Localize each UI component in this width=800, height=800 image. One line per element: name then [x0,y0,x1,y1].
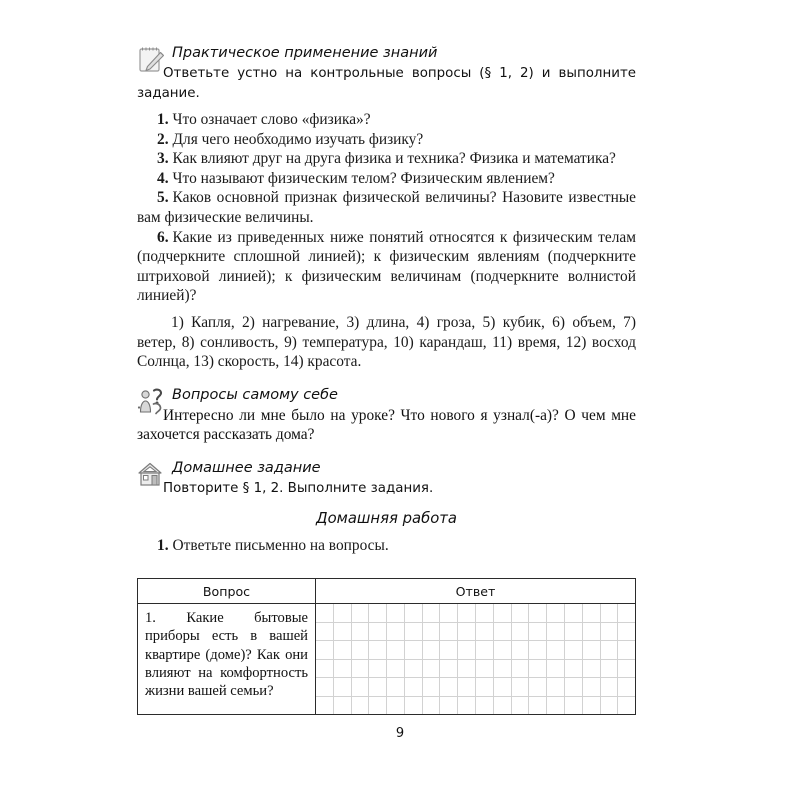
answer-grid-row [316,660,635,679]
spacer [137,529,636,536]
answer-grid-row [316,623,635,642]
section-title: Домашнее задание [172,459,321,476]
answer-grid-rows [316,604,635,714]
spacer [137,306,636,313]
question-text: Как влияют друг на друга физика и техника? Физика и математика? [172,150,616,168]
answer-grid-column [369,604,387,714]
answer-grid-column [583,604,601,714]
table-header-question: Вопрос [138,579,316,603]
answer-grid-column [618,604,635,714]
self-questions-text: Интересно ли мне было на уроке? Что нового я узнал(-а)? О чем мне захочется рассказать дома? [137,406,636,444]
concepts-list: 1) Капля, 2) нагревание, 3) длина, 4) гроза, 5) кубик, 6) объем, 7) ветер, 8) сонливость, 9) температура, 10) карандаш, 11) время, 12) восход Солнца, 13) скорость, 14) красота. [137,313,636,371]
homework-answer-table [137,578,636,715]
page-content [137,44,636,556]
question-item-6 [137,228,636,306]
question-text: Какие из приведенных ниже понятий относятся к физическим телам (подчеркните сплошной линией); к физическим явлениям (подчеркните штриховой линией); к физическим величинам (подчеркните волнистой линией)? [137,228,636,305]
person-question-icon [136,386,168,418]
question-item-2 [137,130,636,150]
answer-grid-row [316,678,635,697]
answer-grid-column [529,604,547,714]
section-title: Вопросы самому себе [172,386,338,403]
page-number: 9 [395,726,405,741]
question-number: 2. [157,130,169,148]
section-homework-assignment-header [137,459,636,479]
answer-grid-column [494,604,512,714]
spacer [137,103,636,110]
answer-grid-column [423,604,441,714]
question-number: 4. [157,169,169,187]
question-number: 5. [157,189,169,207]
question-item-5 [137,188,636,227]
table-header-row [138,579,635,604]
answer-grid-column [512,604,530,714]
practical-intro-text: Ответьте устно на контрольные вопросы (§ 1, 2) и выполните задание. [137,66,636,101]
question-number: 3. [157,150,169,168]
section-title: Практическое применение знаний [172,45,438,61]
answer-grid-row [316,697,635,715]
answer-grid-column [547,604,565,714]
homework-item-text: Ответьте письменно на вопросы. [172,537,389,555]
table-cell-answer[interactable] [316,604,635,714]
table-header-answer: Ответ [455,583,496,599]
question-number: 6. [157,228,169,246]
notepad-pencil-icon [136,44,168,76]
answer-grid-column [316,604,334,714]
answer-grid-column [476,604,494,714]
answer-grid-row [316,604,635,623]
question-item-4 [137,169,636,189]
answer-grid-column [334,604,352,714]
spacer [137,498,636,509]
answer-grid-column [405,604,423,714]
question-item-1 [137,110,636,130]
table-cell-question: 1. Какие бытовые приборы есть в вашей квартире (доме)? Как они влияют на комфортность жизни вашей семьи? [138,604,316,714]
question-text: Каков основной признак физической величины? Назовите известные вам физические величины. [137,189,636,226]
answer-grid-columns [316,604,635,714]
homework-section-title: Домашняя работа [316,510,457,528]
question-number: 1. [157,111,169,128]
answer-grid-column [352,604,370,714]
answer-grid-row [316,641,635,660]
question-item-3 [137,149,636,169]
answer-grid-column [387,604,405,714]
spacer [137,372,636,386]
homework-item-1 [137,536,636,556]
homework-assignment-text: Повторите § 1, 2. Выполните задания. [163,480,434,496]
answer-grid-column [601,604,619,714]
answer-grid-column [565,604,583,714]
answer-grid-column [440,604,458,714]
question-text: Что означает слово «физика»? [172,111,371,128]
table-row [138,604,635,714]
question-text: Что называют физическим телом? Физическим явлением? [172,169,555,187]
spacer [137,445,636,459]
homework-item-number: 1. [157,537,169,555]
house-icon [136,459,168,491]
question-text: Для чего необходимо изучать физику? [172,130,424,148]
answer-grid-column [458,604,476,714]
section-practical-application-header [137,44,636,64]
section-self-questions-header [137,386,636,406]
